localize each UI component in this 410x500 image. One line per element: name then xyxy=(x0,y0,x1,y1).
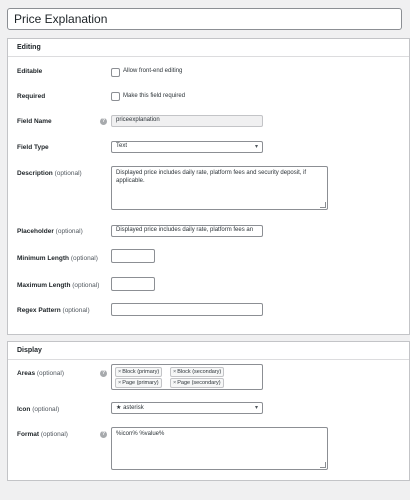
area-token[interactable]: ×Page (primary) xyxy=(115,378,162,388)
asterisk-icon: ★ xyxy=(116,405,122,411)
max-length-label xyxy=(17,282,99,289)
min-length-input[interactable] xyxy=(111,249,155,263)
placeholder-label xyxy=(17,228,83,235)
required-checkbox-label[interactable]: Make this field required xyxy=(123,93,186,99)
editable-checkbox[interactable] xyxy=(111,68,120,77)
x-icon[interactable]: × xyxy=(118,380,122,386)
field-type-value: Text xyxy=(116,143,128,149)
placeholder-input[interactable]: Displayed price includes daily rate, platform fees an xyxy=(111,225,263,237)
description-optional: (optional) xyxy=(54,170,82,177)
resize-handle-icon[interactable] xyxy=(320,202,326,208)
description-value: Displayed price includes daily rate, platform fees and security deposit, if applicable. xyxy=(116,170,307,184)
icon-value: asterisk xyxy=(123,405,144,411)
areas-multiselect[interactable] xyxy=(111,364,263,390)
regex-optional: (optional) xyxy=(62,307,90,314)
display-panel xyxy=(7,341,410,481)
description-textarea[interactable] xyxy=(111,166,328,210)
format-textarea[interactable] xyxy=(111,427,328,470)
max-length-input[interactable] xyxy=(111,277,155,291)
icon-label xyxy=(17,406,59,413)
icon-optional: (optional) xyxy=(32,406,60,413)
editing-panel xyxy=(7,38,410,335)
question-circle-icon[interactable]: ? xyxy=(101,118,106,124)
chevron-down-icon: ▾ xyxy=(254,405,258,411)
field-type-select[interactable] xyxy=(111,141,263,153)
editable-label: Editable xyxy=(17,68,43,75)
format-label-text: Format xyxy=(17,431,40,438)
format-label xyxy=(17,431,68,438)
field-name-label: Field Name xyxy=(17,118,52,125)
regex-label-text: Regex Pattern xyxy=(17,307,61,314)
min-length-optional: (optional) xyxy=(70,255,98,262)
area-token[interactable]: ×Page (secondary) xyxy=(170,378,224,388)
area-token[interactable]: ×Block (primary) xyxy=(115,367,162,377)
format-value: %icon% %value% xyxy=(116,431,165,437)
min-length-label-text: Minimum Length xyxy=(17,255,69,262)
question-circle-icon[interactable]: ? xyxy=(101,431,106,437)
field-type-label: Field Type xyxy=(17,144,49,151)
icon-select[interactable] xyxy=(111,402,263,414)
x-icon[interactable]: × xyxy=(173,369,177,375)
areas-label-text: Areas xyxy=(17,370,36,377)
question-circle-icon[interactable]: ? xyxy=(101,370,106,376)
description-label-text: Description xyxy=(17,170,53,177)
areas-optional: (optional) xyxy=(36,370,64,377)
required-label: Required xyxy=(17,93,46,100)
editing-heading: Editing xyxy=(8,39,409,57)
chevron-down-icon: ▾ xyxy=(254,144,258,150)
x-icon[interactable]: × xyxy=(118,369,122,375)
display-heading: Display xyxy=(8,342,409,360)
description-label xyxy=(17,170,82,177)
areas-label xyxy=(17,370,64,377)
title-input[interactable]: Price Explanation xyxy=(7,8,402,30)
resize-handle-icon[interactable] xyxy=(320,462,326,468)
placeholder-optional: (optional) xyxy=(55,228,83,235)
editable-checkbox-label[interactable]: Allow front-end editing xyxy=(123,68,183,74)
regex-label xyxy=(17,307,90,314)
field-name-input[interactable]: priceexplanation xyxy=(111,115,263,127)
min-length-label xyxy=(17,255,98,262)
required-checkbox[interactable] xyxy=(111,92,120,101)
x-icon[interactable]: × xyxy=(173,380,177,386)
regex-input[interactable] xyxy=(111,303,263,316)
area-token[interactable]: ×Block (secondary) xyxy=(170,367,224,377)
icon-label-text: Icon xyxy=(17,406,31,413)
max-length-label-text: Maximum Length xyxy=(17,282,71,289)
placeholder-label-text: Placeholder xyxy=(17,228,54,235)
max-length-optional: (optional) xyxy=(72,282,100,289)
format-optional: (optional) xyxy=(40,431,68,438)
